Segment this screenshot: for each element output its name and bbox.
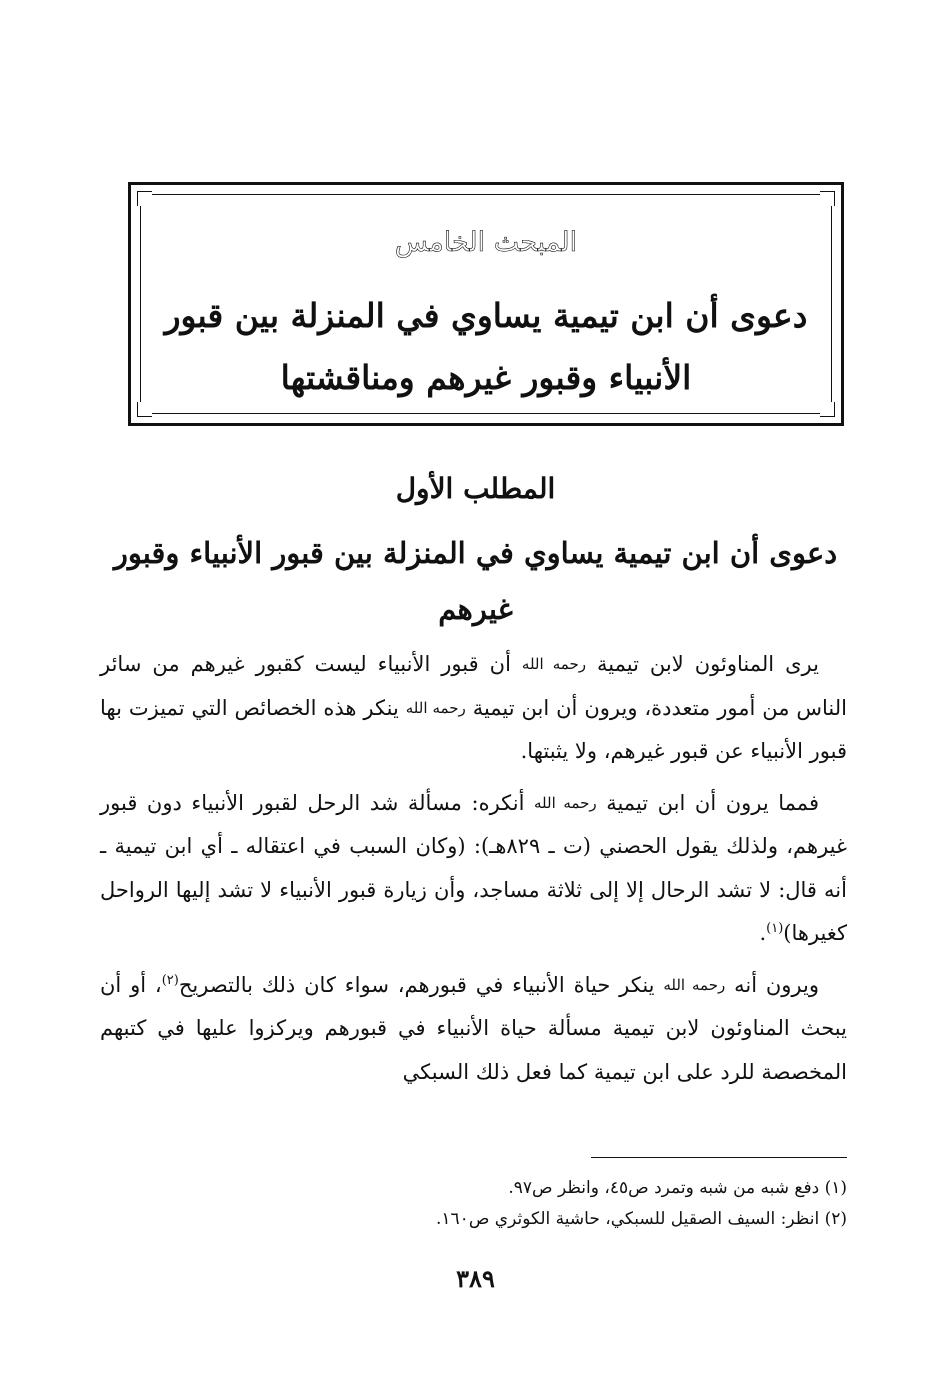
paragraph-text: فمما يرون أن ابن تيمية xyxy=(606,790,819,815)
paragraph-text: ويرون أنه xyxy=(734,972,819,997)
paragraph-3 xyxy=(100,964,847,1095)
footnote-text: دفع شبه من شبه وتمرد ص٤٥، وانظر ص٩٧. xyxy=(508,1178,820,1198)
honorific-mark: رحمه الله xyxy=(663,975,726,994)
frame-corner-ornament xyxy=(137,402,152,417)
footnotes xyxy=(100,1173,847,1235)
paragraph-text: أنكره: مسألة شد الرحل لقبور الأنبياء دون قبور غيرهم، ولذلك يقول الحصني (ت ـ ٨٢٩هـ): (وكان السبب في اعتقاله ـ أي ابن تيمية ـ أنه قال: لا تشد الرحال إلا إلى ثلاثة مساجد، وأن زيارة قبور الأنبياء لا تشد إليها الرواحل كغيرها) xyxy=(100,790,847,945)
section-label: المطلب الأول xyxy=(395,472,556,505)
paragraph-text: ، أو أن يبحث المناوئون لابن تيمية مسألة حياة الأنبياء في قبورهم ويركزوا عليها في كتبهم المخصصة للرد على ابن تيمية كما فعل ذلك السبكي xyxy=(100,972,847,1084)
footnote-number: (٢) xyxy=(824,1209,847,1229)
footnote-item xyxy=(100,1204,847,1235)
footnote-text: انظر: السيف الصقيل للسبكي، حاشية الكوثري ص١٦٠. xyxy=(436,1209,820,1229)
page-number: ٣٨٩ xyxy=(456,1264,495,1293)
footnote-divider xyxy=(591,1157,847,1158)
frame-corner-ornament xyxy=(820,191,835,206)
section-title: دعوى أن ابن تيمية يساوي في المنزلة بين قبور الأنبياء وقبور غيرهم xyxy=(113,536,838,626)
chapter-label: المبحث الخامس xyxy=(394,227,578,258)
paragraph-2 xyxy=(100,782,847,956)
honorific-mark: رحمه الله xyxy=(521,655,586,673)
footnote-number: (١) xyxy=(824,1178,847,1198)
footnote-reference[interactable]: (١) xyxy=(766,921,784,936)
chapter-title: دعوى أن ابن تيمية يساوي في المنزلة بين قبور الأنبياء وقبور غيرهم ومناقشتها xyxy=(164,296,808,397)
frame-corner-ornament xyxy=(137,191,152,206)
paragraph-text: أن قبور الأنبياء ليست كقبور غيرهم من سائر الناس من أمور متعددة، ويرون أن ابن تيمية xyxy=(100,652,847,720)
footnote-reference[interactable]: (٢) xyxy=(161,972,179,988)
honorific-mark: رحمه الله xyxy=(405,698,466,717)
honorific-mark: رحمه الله xyxy=(534,793,597,812)
chapter-frame xyxy=(128,182,844,426)
frame-corner-ornament xyxy=(820,402,835,417)
body-text xyxy=(100,643,847,1094)
paragraph-1 xyxy=(100,643,847,774)
paragraph-text: ينكر هذه الخصائص التي تميزت بها قبور الأنبياء عن قبور غيرهم، ولا يثبتها. xyxy=(100,695,847,763)
paragraph-text: يرى المناوئون لابن تيمية xyxy=(597,652,819,676)
paragraph-text: . xyxy=(759,921,767,945)
footnote-item xyxy=(100,1173,847,1204)
paragraph-text: ينكر حياة الأنبياء في قبورهم، سواء كان ذلك بالتصريح xyxy=(178,972,655,997)
